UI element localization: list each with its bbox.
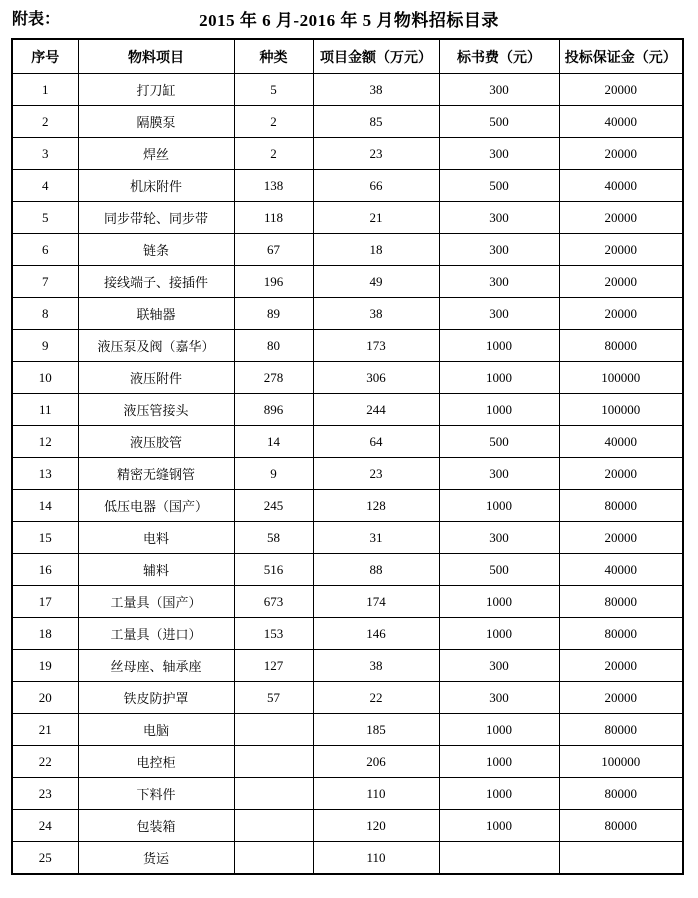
table-row (12, 842, 683, 875)
appendix-label: 附表： (12, 11, 61, 28)
table-row (12, 682, 683, 714)
cell-kind: 80 (234, 330, 313, 362)
cell-deposit: 40000 (559, 106, 683, 138)
cell-serial: 25 (12, 842, 78, 875)
cell-item: 液压附件 (78, 362, 234, 394)
table-row (12, 458, 683, 490)
cell-item: 电控柜 (78, 746, 234, 778)
table-row (12, 618, 683, 650)
cell-deposit: 100000 (559, 746, 683, 778)
cell-item: 工量具（进口） (78, 618, 234, 650)
table-row (12, 330, 683, 362)
cell-kind (234, 778, 313, 810)
table-row (12, 522, 683, 554)
cell-doc_fee: 300 (439, 202, 559, 234)
cell-deposit: 20000 (559, 74, 683, 106)
cell-deposit: 20000 (559, 234, 683, 266)
cell-kind: 5 (234, 74, 313, 106)
cell-kind: 67 (234, 234, 313, 266)
cell-serial: 5 (12, 202, 78, 234)
cell-kind (234, 746, 313, 778)
cell-item: 电脑 (78, 714, 234, 746)
cell-amount: 66 (313, 170, 439, 202)
table-row (12, 554, 683, 586)
table-row (12, 106, 683, 138)
cell-amount: 146 (313, 618, 439, 650)
cell-serial: 2 (12, 106, 78, 138)
cell-amount: 23 (313, 458, 439, 490)
cell-serial: 15 (12, 522, 78, 554)
cell-item: 铁皮防护罩 (78, 682, 234, 714)
cell-serial: 19 (12, 650, 78, 682)
cell-serial: 16 (12, 554, 78, 586)
cell-serial: 6 (12, 234, 78, 266)
cell-kind: 516 (234, 554, 313, 586)
cell-deposit: 20000 (559, 138, 683, 170)
cell-amount: 306 (313, 362, 439, 394)
column-header-item: 物料项目 (78, 39, 234, 74)
cell-doc_fee: 300 (439, 650, 559, 682)
cell-item: 液压管接头 (78, 394, 234, 426)
cell-deposit: 40000 (559, 426, 683, 458)
cell-kind (234, 842, 313, 875)
cell-item: 货运 (78, 842, 234, 875)
cell-kind: 278 (234, 362, 313, 394)
cell-doc_fee: 300 (439, 74, 559, 106)
cell-item: 打刀缸 (78, 74, 234, 106)
cell-deposit: 40000 (559, 554, 683, 586)
cell-serial: 11 (12, 394, 78, 426)
cell-amount: 174 (313, 586, 439, 618)
cell-amount: 110 (313, 842, 439, 875)
table-row (12, 202, 683, 234)
cell-deposit: 80000 (559, 490, 683, 522)
cell-serial: 1 (12, 74, 78, 106)
cell-deposit: 80000 (559, 778, 683, 810)
bidding-catalog-table (11, 38, 684, 875)
cell-kind: 57 (234, 682, 313, 714)
cell-amount: 31 (313, 522, 439, 554)
cell-doc_fee (439, 842, 559, 875)
cell-deposit: 20000 (559, 266, 683, 298)
cell-kind: 673 (234, 586, 313, 618)
cell-deposit: 20000 (559, 522, 683, 554)
cell-item: 下料件 (78, 778, 234, 810)
cell-item: 接线端子、接插件 (78, 266, 234, 298)
cell-serial: 3 (12, 138, 78, 170)
cell-kind: 118 (234, 202, 313, 234)
cell-deposit: 20000 (559, 682, 683, 714)
cell-serial: 22 (12, 746, 78, 778)
cell-item: 电料 (78, 522, 234, 554)
cell-kind: 153 (234, 618, 313, 650)
cell-amount: 120 (313, 810, 439, 842)
cell-item: 丝母座、轴承座 (78, 650, 234, 682)
cell-kind: 14 (234, 426, 313, 458)
cell-deposit: 80000 (559, 330, 683, 362)
cell-serial: 12 (12, 426, 78, 458)
cell-deposit: 80000 (559, 714, 683, 746)
cell-kind: 896 (234, 394, 313, 426)
cell-amount: 88 (313, 554, 439, 586)
cell-item: 机床附件 (78, 170, 234, 202)
table-row (12, 298, 683, 330)
cell-item: 链条 (78, 234, 234, 266)
cell-serial: 23 (12, 778, 78, 810)
table-row (12, 426, 683, 458)
cell-deposit: 100000 (559, 362, 683, 394)
cell-doc_fee: 1000 (439, 586, 559, 618)
cell-deposit: 20000 (559, 298, 683, 330)
cell-deposit: 80000 (559, 586, 683, 618)
cell-amount: 49 (313, 266, 439, 298)
cell-serial: 9 (12, 330, 78, 362)
cell-kind: 2 (234, 138, 313, 170)
cell-deposit: 20000 (559, 202, 683, 234)
cell-doc_fee: 1000 (439, 810, 559, 842)
cell-item: 隔膜泵 (78, 106, 234, 138)
cell-deposit: 20000 (559, 650, 683, 682)
cell-kind: 58 (234, 522, 313, 554)
cell-doc_fee: 1000 (439, 714, 559, 746)
cell-amount: 64 (313, 426, 439, 458)
cell-kind: 245 (234, 490, 313, 522)
table-row (12, 746, 683, 778)
cell-serial: 24 (12, 810, 78, 842)
cell-serial: 17 (12, 586, 78, 618)
table-header-row (12, 39, 683, 74)
cell-item: 同步带轮、同步带 (78, 202, 234, 234)
cell-item: 联轴器 (78, 298, 234, 330)
cell-doc_fee: 300 (439, 234, 559, 266)
table-row (12, 138, 683, 170)
page-title: 2015 年 6 月-2016 年 5 月物料招标目录 (199, 11, 499, 30)
cell-amount: 38 (313, 74, 439, 106)
cell-amount: 173 (313, 330, 439, 362)
cell-amount: 185 (313, 714, 439, 746)
cell-item: 精密无缝钢管 (78, 458, 234, 490)
cell-serial: 13 (12, 458, 78, 490)
cell-doc_fee: 1000 (439, 394, 559, 426)
cell-doc_fee: 1000 (439, 362, 559, 394)
document-header (0, 0, 698, 36)
cell-serial: 18 (12, 618, 78, 650)
cell-deposit (559, 842, 683, 875)
table-row (12, 234, 683, 266)
column-header-deposit: 投标保证金（元） (559, 39, 683, 74)
column-header-serial: 序号 (12, 39, 78, 74)
cell-item: 焊丝 (78, 138, 234, 170)
cell-doc_fee: 300 (439, 138, 559, 170)
cell-deposit: 100000 (559, 394, 683, 426)
cell-doc_fee: 300 (439, 522, 559, 554)
cell-amount: 38 (313, 650, 439, 682)
cell-doc_fee: 500 (439, 106, 559, 138)
cell-kind (234, 714, 313, 746)
cell-item: 工量具（国产） (78, 586, 234, 618)
cell-amount: 110 (313, 778, 439, 810)
cell-deposit: 80000 (559, 618, 683, 650)
cell-amount: 22 (313, 682, 439, 714)
cell-kind: 127 (234, 650, 313, 682)
cell-kind: 89 (234, 298, 313, 330)
cell-doc_fee: 500 (439, 426, 559, 458)
table-header (12, 39, 683, 74)
cell-item: 辅料 (78, 554, 234, 586)
column-header-doc_fee: 标书费（元） (439, 39, 559, 74)
cell-amount: 21 (313, 202, 439, 234)
cell-kind (234, 810, 313, 842)
cell-amount: 23 (313, 138, 439, 170)
cell-doc_fee: 500 (439, 170, 559, 202)
cell-serial: 21 (12, 714, 78, 746)
cell-serial: 8 (12, 298, 78, 330)
cell-doc_fee: 300 (439, 298, 559, 330)
cell-amount: 128 (313, 490, 439, 522)
table-row (12, 490, 683, 522)
table-row (12, 74, 683, 106)
table-row (12, 810, 683, 842)
cell-serial: 10 (12, 362, 78, 394)
cell-doc_fee: 300 (439, 266, 559, 298)
cell-serial: 4 (12, 170, 78, 202)
cell-amount: 38 (313, 298, 439, 330)
cell-deposit: 20000 (559, 458, 683, 490)
cell-kind: 138 (234, 170, 313, 202)
table-row (12, 394, 683, 426)
cell-doc_fee: 1000 (439, 618, 559, 650)
cell-doc_fee: 500 (439, 554, 559, 586)
cell-amount: 244 (313, 394, 439, 426)
cell-kind: 196 (234, 266, 313, 298)
table-row (12, 170, 683, 202)
cell-amount: 18 (313, 234, 439, 266)
cell-doc_fee: 1000 (439, 746, 559, 778)
table-body (12, 74, 683, 875)
table-row (12, 362, 683, 394)
cell-amount: 206 (313, 746, 439, 778)
table-row (12, 650, 683, 682)
cell-deposit: 80000 (559, 810, 683, 842)
table-row (12, 266, 683, 298)
table-row (12, 586, 683, 618)
table-row (12, 778, 683, 810)
cell-doc_fee: 1000 (439, 778, 559, 810)
cell-kind: 9 (234, 458, 313, 490)
cell-amount: 85 (313, 106, 439, 138)
cell-item: 包装箱 (78, 810, 234, 842)
cell-doc_fee: 1000 (439, 490, 559, 522)
cell-item: 低压电器（国产） (78, 490, 234, 522)
cell-serial: 20 (12, 682, 78, 714)
cell-item: 液压胶管 (78, 426, 234, 458)
cell-kind: 2 (234, 106, 313, 138)
column-header-kind: 种类 (234, 39, 313, 74)
cell-serial: 7 (12, 266, 78, 298)
cell-doc_fee: 300 (439, 682, 559, 714)
cell-serial: 14 (12, 490, 78, 522)
cell-item: 液压泵及阀（嘉华） (78, 330, 234, 362)
table-row (12, 714, 683, 746)
cell-deposit: 40000 (559, 170, 683, 202)
column-header-amount: 项目金额（万元） (313, 39, 439, 74)
cell-doc_fee: 1000 (439, 330, 559, 362)
cell-doc_fee: 300 (439, 458, 559, 490)
